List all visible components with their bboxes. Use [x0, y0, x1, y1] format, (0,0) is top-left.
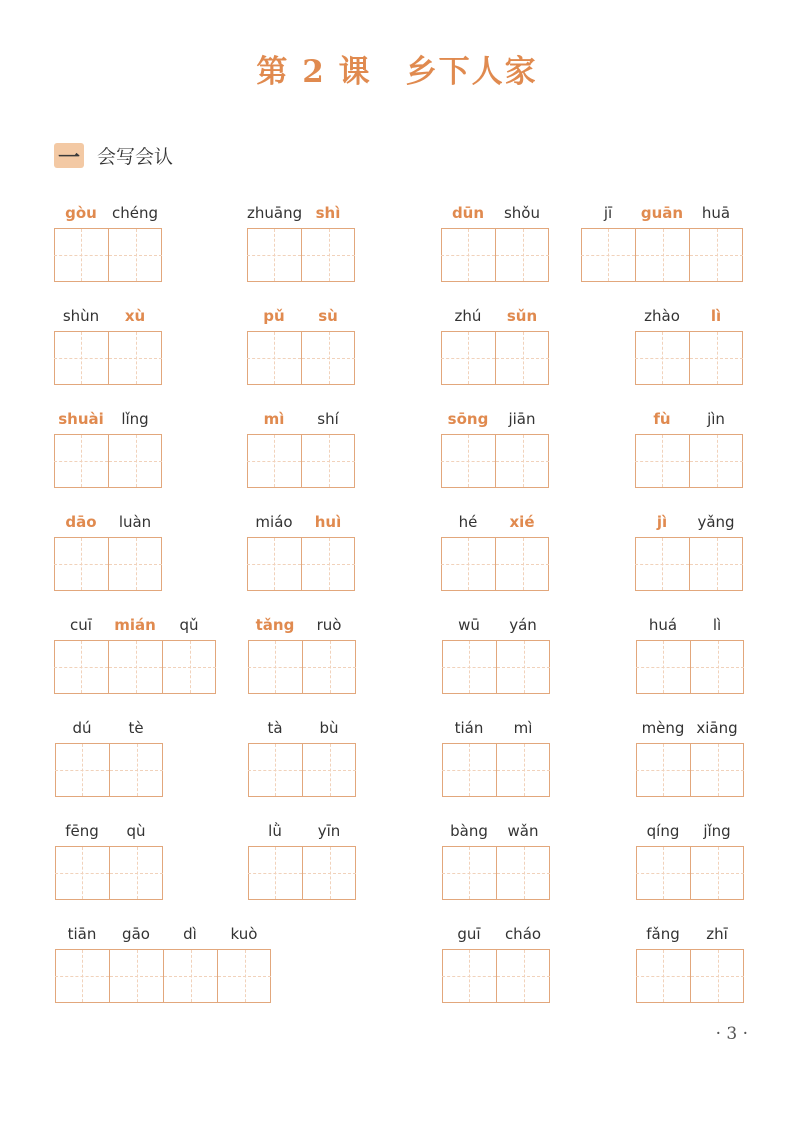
writing-grid [55, 743, 163, 797]
pinyin-row [442, 925, 550, 945]
writing-cell[interactable] [636, 641, 690, 693]
writing-cell[interactable] [248, 847, 302, 899]
writing-grid [636, 640, 744, 694]
writing-grid [635, 434, 743, 488]
writing-grid [635, 331, 743, 385]
pinyin-row [635, 410, 743, 430]
writing-cell[interactable] [496, 847, 550, 899]
writing-cell[interactable] [690, 641, 744, 693]
writing-cell[interactable] [495, 538, 549, 590]
writing-cell[interactable] [690, 744, 744, 796]
word-item [248, 719, 356, 797]
word-item [636, 822, 744, 900]
writing-grid [636, 949, 744, 1003]
pinyin-syllable-highlighted: dūn [451, 204, 485, 222]
pinyin-syllable: qǔ [179, 616, 199, 634]
pinyin-row [636, 822, 744, 842]
writing-cell[interactable] [495, 332, 549, 384]
writing-cell[interactable] [581, 229, 635, 281]
writing-cell[interactable] [55, 950, 109, 1002]
writing-cell[interactable] [636, 847, 690, 899]
pinyin-syllable-highlighted: shì [315, 204, 341, 222]
pinyin-syllable: fēng [65, 822, 99, 840]
writing-grid [441, 228, 549, 282]
pinyin-row [54, 204, 162, 224]
writing-grid [247, 537, 355, 591]
pinyin-syllable-highlighted: gòu [65, 204, 97, 222]
pinyin-syllable: miáo [255, 513, 293, 531]
pinyin-syllable: ruò [316, 616, 342, 634]
pinyin-syllable: yǎng [697, 513, 735, 531]
page-number: · 3 · [715, 1024, 748, 1044]
writing-grid [248, 846, 356, 900]
pinyin-syllable: tè [128, 719, 144, 737]
word-item [54, 513, 162, 591]
writing-cell[interactable] [635, 229, 689, 281]
writing-cell[interactable] [54, 332, 108, 384]
pinyin-row [636, 925, 744, 945]
pinyin-row [248, 822, 356, 842]
pinyin-syllable: lǜ [268, 822, 282, 840]
writing-cell[interactable] [162, 641, 216, 693]
pinyin-syllable-highlighted: xù [124, 307, 146, 325]
writing-cell[interactable] [496, 641, 550, 693]
pinyin-syllable-highlighted: sù [318, 307, 338, 325]
pinyin-row [248, 616, 356, 636]
pinyin-syllable: xiāng [696, 719, 738, 737]
pinyin-row [636, 719, 744, 739]
writing-cell[interactable] [441, 435, 495, 487]
word-item [248, 616, 356, 694]
pinyin-syllable: mì [513, 719, 533, 737]
writing-cell[interactable] [441, 332, 495, 384]
section-title: 会写会认 [97, 146, 174, 168]
pinyin-syllable: wū [458, 616, 480, 634]
pinyin-syllable: dì [183, 925, 197, 943]
section-marker-text: 一 [57, 146, 80, 171]
pinyin-row [442, 719, 550, 739]
word-item [635, 307, 743, 385]
pinyin-syllable: wǎn [507, 822, 539, 840]
writing-cell[interactable] [302, 641, 356, 693]
writing-cell[interactable] [635, 332, 689, 384]
writing-grid [442, 743, 550, 797]
pinyin-syllable: lì [712, 616, 722, 634]
pinyin-syllable: dú [72, 719, 92, 737]
pinyin-syllable: cuī [70, 616, 92, 634]
writing-cell[interactable] [108, 435, 162, 487]
word-item [247, 307, 355, 385]
pinyin-row [442, 616, 550, 636]
writing-cell[interactable] [54, 229, 108, 281]
pinyin-syllable: jiān [508, 410, 536, 428]
lesson-number: 第 2 课 [256, 54, 372, 90]
writing-cell[interactable] [247, 538, 301, 590]
pinyin-syllable: shùn [62, 307, 100, 325]
writing-cell[interactable] [247, 332, 301, 384]
word-item [442, 925, 550, 1003]
word-item [636, 925, 744, 1003]
pinyin-row [247, 204, 355, 224]
word-item [441, 513, 549, 591]
writing-cell[interactable] [441, 229, 495, 281]
writing-cell[interactable] [108, 538, 162, 590]
pinyin-row [55, 822, 163, 842]
word-item [54, 307, 162, 385]
pinyin-syllable: tà [267, 719, 283, 737]
pinyin-syllable: shǒu [503, 204, 540, 222]
writing-grid [441, 434, 549, 488]
pinyin-syllable: jī [603, 204, 613, 222]
word-item [442, 616, 550, 694]
writing-grid [441, 331, 549, 385]
writing-cell[interactable] [689, 332, 743, 384]
word-item [247, 410, 355, 488]
writing-grid [636, 846, 744, 900]
word-item [636, 616, 744, 694]
writing-cell[interactable] [109, 847, 163, 899]
pinyin-row [55, 719, 163, 739]
writing-grid [442, 640, 550, 694]
word-item [55, 822, 163, 900]
word-item [442, 822, 550, 900]
writing-grid [442, 846, 550, 900]
writing-cell[interactable] [109, 950, 163, 1002]
pinyin-syllable: qù [126, 822, 146, 840]
writing-cell[interactable] [690, 950, 744, 1002]
writing-grid [247, 228, 355, 282]
writing-cell[interactable] [635, 435, 689, 487]
writing-cell[interactable] [636, 744, 690, 796]
pinyin-syllable-highlighted: dāo [65, 513, 97, 531]
lesson-name: 乡下人家 [405, 54, 538, 90]
word-item [635, 410, 743, 488]
word-item [55, 719, 163, 797]
writing-cell[interactable] [301, 538, 355, 590]
writing-cell[interactable] [689, 538, 743, 590]
writing-cell[interactable] [302, 847, 356, 899]
pinyin-row [635, 513, 743, 533]
pinyin-row [441, 410, 549, 430]
writing-grid [441, 537, 549, 591]
writing-cell[interactable] [690, 847, 744, 899]
writing-grid [247, 331, 355, 385]
pinyin-syllable: qíng [646, 822, 680, 840]
writing-cell[interactable] [108, 229, 162, 281]
writing-cell[interactable] [54, 435, 108, 487]
pinyin-syllable: jǐng [703, 822, 731, 840]
writing-grid [636, 743, 744, 797]
writing-cell[interactable] [636, 950, 690, 1002]
writing-grid [54, 331, 162, 385]
pinyin-syllable: gāo [122, 925, 150, 943]
writing-grid [54, 640, 216, 694]
pinyin-syllable: chéng [111, 204, 158, 222]
writing-grid [247, 434, 355, 488]
pinyin-syllable: yán [509, 616, 537, 634]
word-item [55, 925, 271, 1003]
section-marker [54, 143, 84, 171]
writing-cell[interactable] [442, 847, 496, 899]
word-item [442, 719, 550, 797]
pinyin-row [441, 204, 549, 224]
writing-cell[interactable] [163, 950, 217, 1002]
pinyin-syllable: mèng [641, 719, 685, 737]
writing-cell[interactable] [301, 229, 355, 281]
writing-grid [635, 537, 743, 591]
pinyin-syllable: huá [648, 616, 678, 634]
pinyin-row [635, 307, 743, 327]
word-item [54, 616, 216, 694]
pinyin-syllable-highlighted: mì [263, 410, 285, 428]
pinyin-syllable: hé [458, 513, 478, 531]
pinyin-row [247, 307, 355, 327]
writing-grid [442, 949, 550, 1003]
writing-cell[interactable] [301, 435, 355, 487]
pinyin-syllable: lǐng [121, 410, 149, 428]
pinyin-syllable-highlighted: mián [114, 616, 156, 634]
writing-cell[interactable] [496, 950, 550, 1002]
pinyin-syllable-highlighted: sōng [447, 410, 489, 428]
pinyin-syllable: huā [701, 204, 731, 222]
writing-cell[interactable] [689, 435, 743, 487]
writing-grid [55, 949, 271, 1003]
writing-cell[interactable] [495, 229, 549, 281]
word-item [635, 513, 743, 591]
pinyin-syllable: cháo [504, 925, 542, 943]
pinyin-row [581, 204, 743, 224]
pinyin-syllable-highlighted: pǔ [263, 307, 285, 325]
writing-cell[interactable] [442, 744, 496, 796]
writing-grid [248, 743, 356, 797]
pinyin-syllable: yīn [317, 822, 341, 840]
writing-grid [54, 228, 162, 282]
pinyin-syllable-highlighted: lì [710, 307, 722, 325]
pinyin-syllable: guī [457, 925, 481, 943]
pinyin-syllable-highlighted: shuài [58, 410, 104, 428]
pinyin-syllable-highlighted: jì [656, 513, 668, 531]
pinyin-syllable: tián [454, 719, 484, 737]
writing-cell[interactable] [248, 744, 302, 796]
writing-cell[interactable] [55, 744, 109, 796]
writing-cell[interactable] [54, 538, 108, 590]
writing-cell[interactable] [689, 229, 743, 281]
pinyin-row [54, 307, 162, 327]
pinyin-syllable: zhú [454, 307, 482, 325]
writing-cell[interactable] [108, 641, 162, 693]
pinyin-row [248, 719, 356, 739]
pinyin-row [442, 822, 550, 842]
writing-cell[interactable] [635, 538, 689, 590]
pinyin-syllable: zhī [706, 925, 728, 943]
writing-cell[interactable] [247, 229, 301, 281]
writing-grid [248, 640, 356, 694]
pinyin-row [54, 410, 162, 430]
pinyin-syllable-highlighted: xié [509, 513, 535, 531]
word-item [441, 307, 549, 385]
pinyin-syllable: jìn [707, 410, 725, 428]
pinyin-syllable: bàng [450, 822, 488, 840]
writing-cell[interactable] [54, 641, 108, 693]
pinyin-row [247, 410, 355, 430]
word-item [441, 410, 549, 488]
writing-cell[interactable] [302, 744, 356, 796]
writing-cell[interactable] [109, 744, 163, 796]
pinyin-row [54, 513, 162, 533]
writing-cell[interactable] [248, 641, 302, 693]
writing-cell[interactable] [442, 641, 496, 693]
pinyin-syllable: bù [319, 719, 339, 737]
writing-cell[interactable] [442, 950, 496, 1002]
pinyin-syllable: kuò [230, 925, 258, 943]
word-item [248, 822, 356, 900]
pinyin-syllable-highlighted: tǎng [255, 616, 295, 634]
writing-cell[interactable] [441, 538, 495, 590]
writing-cell[interactable] [301, 332, 355, 384]
word-item [54, 204, 162, 282]
pinyin-syllable: zhào [644, 307, 680, 325]
pinyin-syllable-highlighted: guān [640, 204, 684, 222]
pinyin-syllable-highlighted: sǔn [506, 307, 538, 325]
word-item [247, 204, 355, 282]
pinyin-syllable: shí [317, 410, 339, 428]
pinyin-syllable: luàn [118, 513, 152, 531]
page-title [0, 46, 794, 91]
word-item [581, 204, 743, 282]
pinyin-row [441, 513, 549, 533]
pinyin-row [441, 307, 549, 327]
pinyin-syllable-highlighted: huì [314, 513, 342, 531]
pinyin-syllable: tiān [67, 925, 97, 943]
pinyin-row [55, 925, 271, 945]
writing-cell[interactable] [55, 847, 109, 899]
pinyin-syllable: fǎng [646, 925, 680, 943]
word-item [636, 719, 744, 797]
word-item [441, 204, 549, 282]
writing-grid [54, 537, 162, 591]
pinyin-syllable-highlighted: fù [653, 410, 671, 428]
pinyin-syllable: zhuāng [247, 204, 303, 222]
writing-grid [55, 846, 163, 900]
word-item [54, 410, 162, 488]
writing-cell[interactable] [495, 435, 549, 487]
pinyin-row [636, 616, 744, 636]
writing-cell[interactable] [496, 744, 550, 796]
pinyin-row [54, 616, 216, 636]
writing-cell[interactable] [247, 435, 301, 487]
writing-grid [54, 434, 162, 488]
writing-cell[interactable] [217, 950, 271, 1002]
pinyin-row [247, 513, 355, 533]
word-item [247, 513, 355, 591]
writing-grid [581, 228, 743, 282]
writing-cell[interactable] [108, 332, 162, 384]
